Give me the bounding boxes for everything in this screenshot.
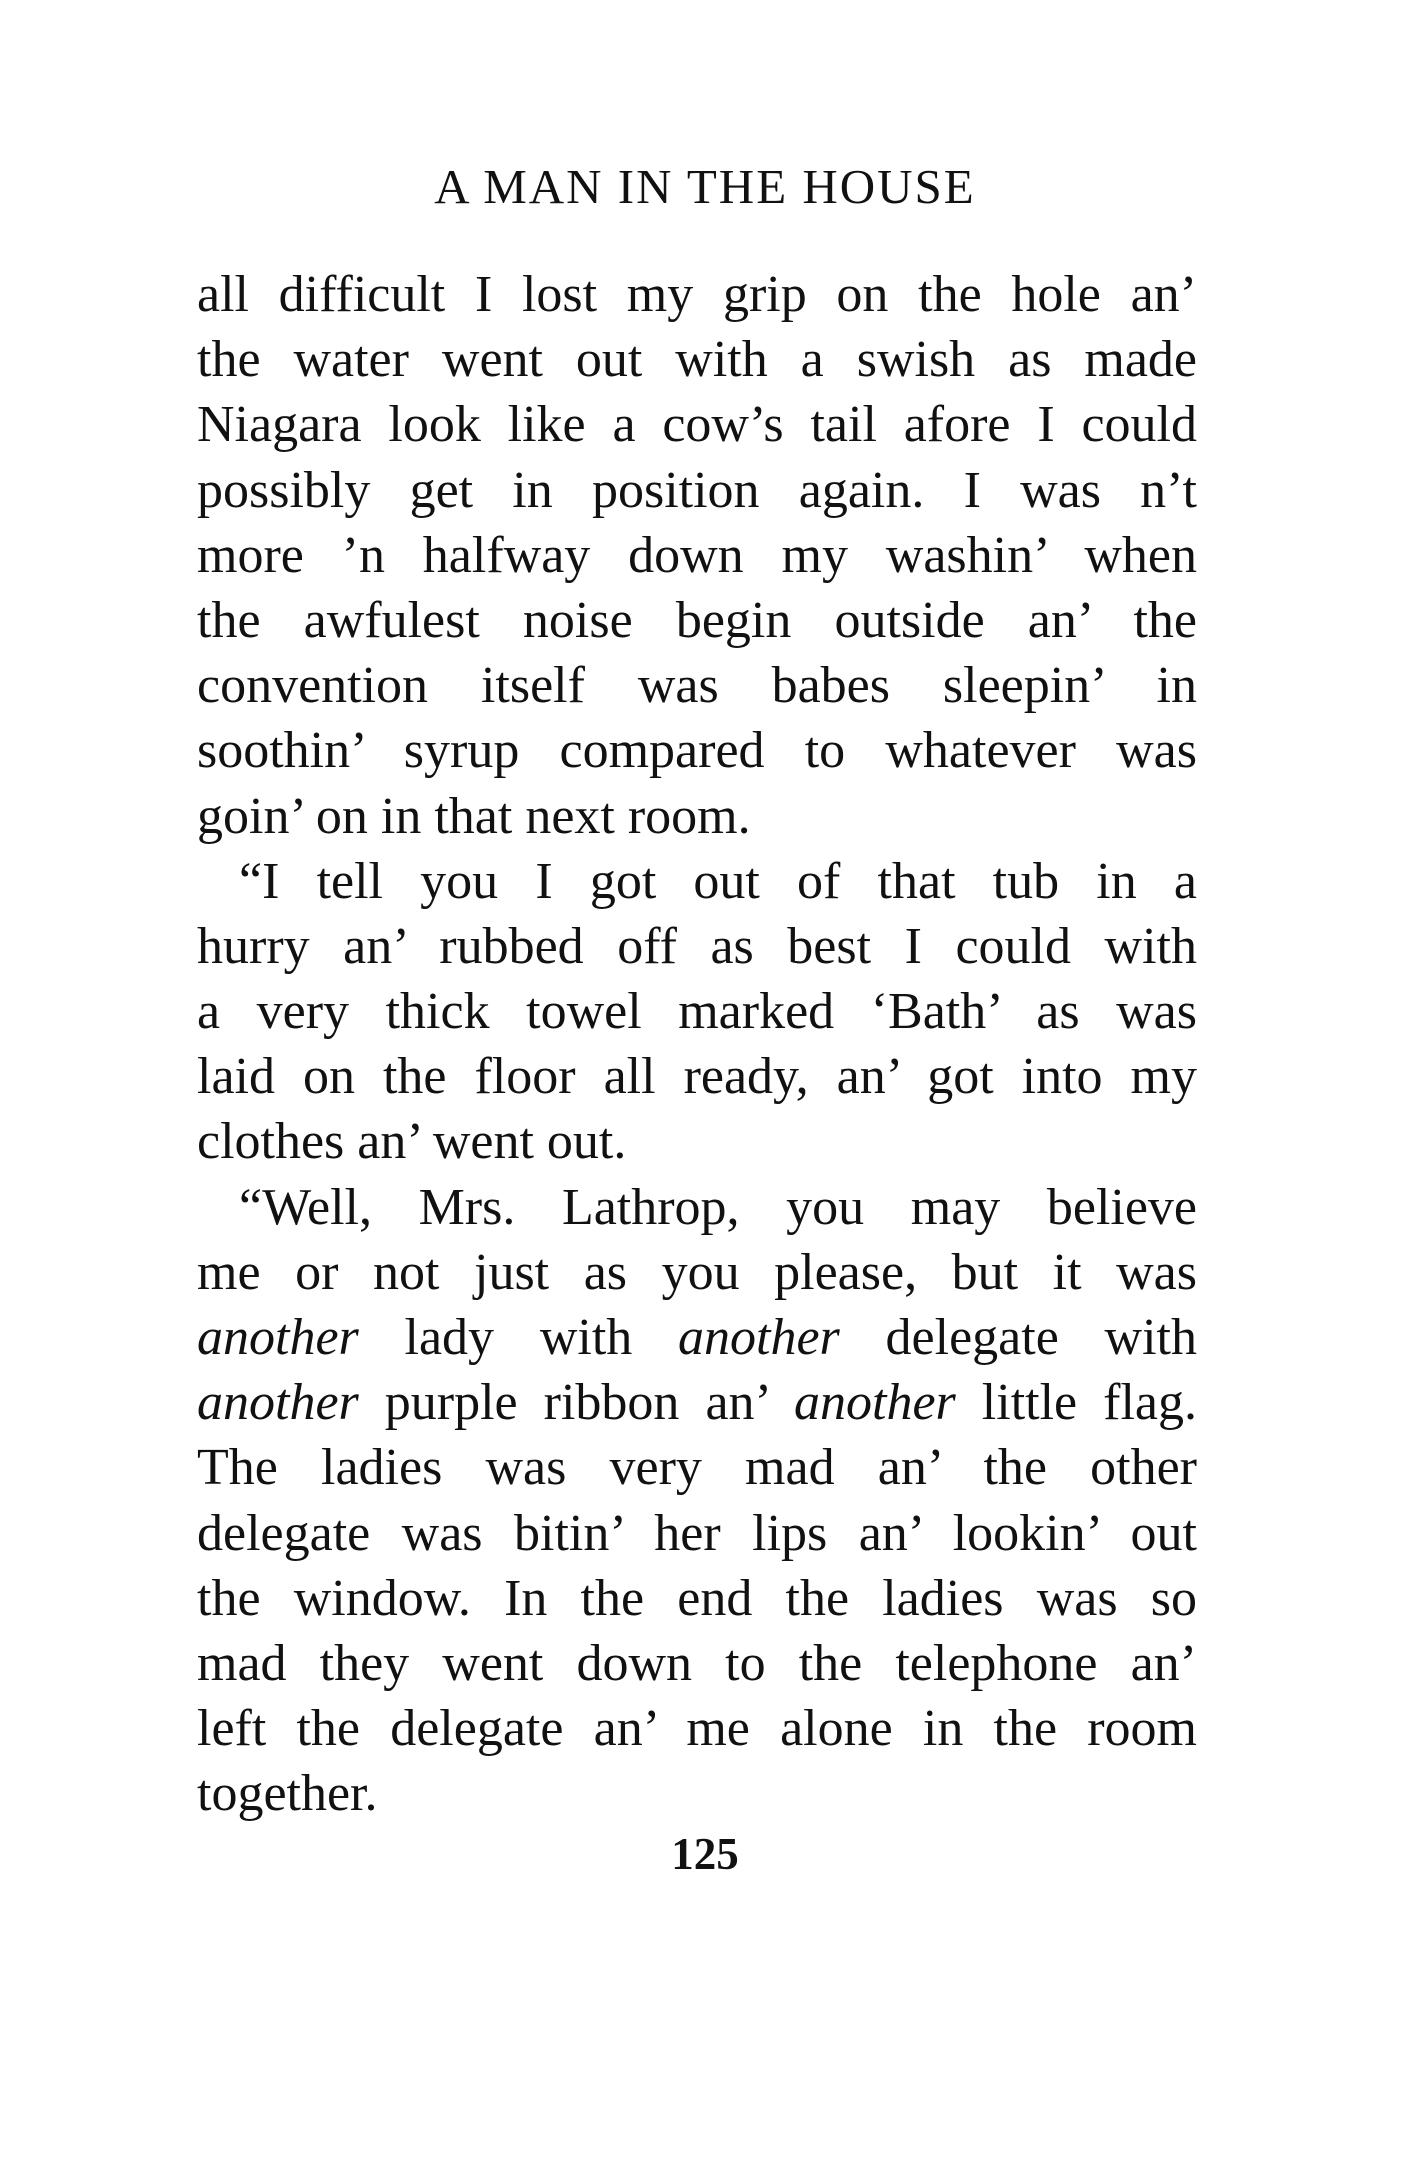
text-line: together. [197,1765,378,1823]
text-line: left the delegate an’ me alone in the room [197,1700,1197,1758]
paragraph [197,849,1197,1175]
text-line: me or not just as you please, but it was [197,1243,1197,1301]
text-line: delegate was bitin’ her lips an’ lookin’ out [197,1504,1197,1562]
text-line: another lady with another delegate with [197,1309,1197,1366]
body-text [197,262,1197,1827]
text-line: all difficult I lost my grip on the hole an’ [197,266,1197,323]
text-line: Niagara look like a cow’s tail afore I could [197,396,1197,454]
page-number: 125 [671,1829,739,1879]
text-line: goin’ on in that next room. [197,787,751,845]
paragraph [197,1175,1197,1827]
text-line: the awfulest noise begin outside an’ the [197,591,1197,649]
text-line: “I tell you I got out of that tub in a [239,852,1197,910]
running-head: A MAN IN THE HOUSE [434,159,976,214]
text-line: “Well, Mrs. Lathrop, you may believe [239,1178,1197,1236]
text-line: a very thick towel marked ‘Bath’ as was [197,983,1197,1041]
text-line: another purple ribbon an’ another little flag. [197,1374,1197,1432]
text-line: possibly get in position again. I was n’t [197,461,1197,519]
text-line: The ladies was very mad an’ the other [197,1439,1197,1497]
text-line: more ’n halfway down my washin’ when [197,526,1197,584]
text-line: clothes an’ went out. [197,1113,627,1171]
text-line: hurry an’ rubbed off as best I could with [197,917,1197,975]
text-line: convention itself was babes sleepin’ in [197,657,1197,715]
text-line: laid on the floor all ready, an’ got into my [197,1048,1197,1106]
text-line: the window. In the end the ladies was so [197,1569,1197,1627]
text-line: soothin’ syrup compared to whatever was [197,722,1197,780]
text-line: mad they went down to the telephone an’ [197,1634,1197,1692]
paragraph [197,262,1197,849]
text-line: the water went out with a swish as made [197,331,1197,389]
